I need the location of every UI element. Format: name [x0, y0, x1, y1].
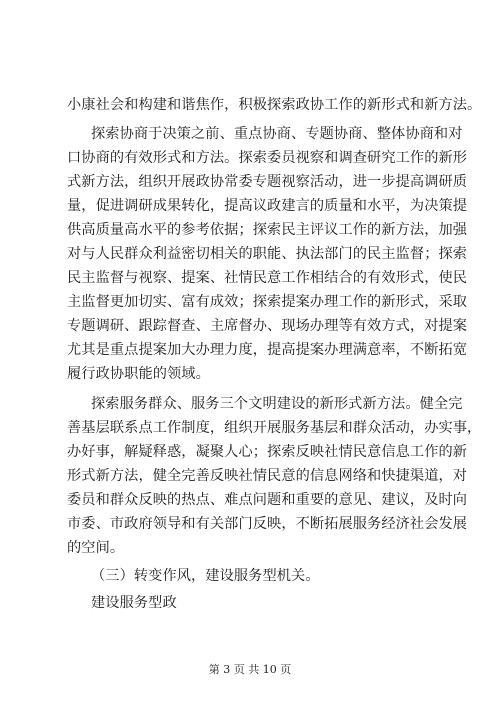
text-line: 专题调研、跟踪督查、主席督办、现场办理等有效方式，对提案 — [67, 318, 468, 334]
text-line: 小康社会和构建和谐焦作，积极探索政协工作的新形式和新方法。 — [67, 97, 482, 113]
text-line: 善基层联系点工作制度，组织开展服务基层和群众活动，办实事， — [67, 420, 482, 436]
text-line: （三）转变作风，建设服务型机关。 — [91, 568, 320, 584]
text-line: 量，促进调研成果转化，提高议政建言的质量和水平，为决策提 — [67, 198, 468, 214]
text-line: 主监督更加切实、富有成效；探索提案办理工作的新形式，采取 — [67, 294, 468, 310]
text-line: 式新方法，组织开展政协常委专题视察活动，进一步提高调研质 — [67, 174, 468, 190]
text-line: 委员和群众反映的热点、难点问题和重要的意见、建议，及时向 — [67, 492, 468, 508]
text-line: 供高质量高水平的参考依据；探索民主评议工作的新方法，加强 — [67, 222, 468, 238]
text-line: 口协商的有效形式和方法。探索委员视察和调查研究工作的新形 — [67, 150, 468, 166]
text-line: 建设服务型政 — [91, 595, 177, 611]
text-line: 形式新方法，健全完善反映社情民意的信息网络和快捷渠道，对 — [67, 468, 468, 484]
text-line: 市委、市政府领导和有关部门反映，不断拓展服务经济社会发展 — [67, 516, 468, 532]
text-line: 探索协商于决策之前、重点协商、专题协商、整体协商和对 — [91, 126, 463, 142]
text-line: 的空间。 — [67, 540, 125, 556]
text-line: 办好事，解疑释惑，凝聚人心；探索反映社情民意信息工作的新 — [67, 444, 468, 460]
text-line: 履行政协职能的领域。 — [67, 366, 210, 382]
text-line: 对与人民群众利益密切相关的职能、执法部门的民主监督；探索 — [67, 246, 468, 262]
page-footer: 第 3 页 共 10 页 — [208, 663, 292, 676]
text-line: 尤其是重点提案加大办理力度，提高提案办理满意率，不断拓宽 — [67, 342, 468, 358]
text-line: 民主监督与视察、提案、社情民意工作相结合的有效形式，使民 — [67, 270, 468, 286]
text-line: 探索服务群众、服务三个文明建设的新形式新方法。健全完 — [91, 396, 463, 412]
